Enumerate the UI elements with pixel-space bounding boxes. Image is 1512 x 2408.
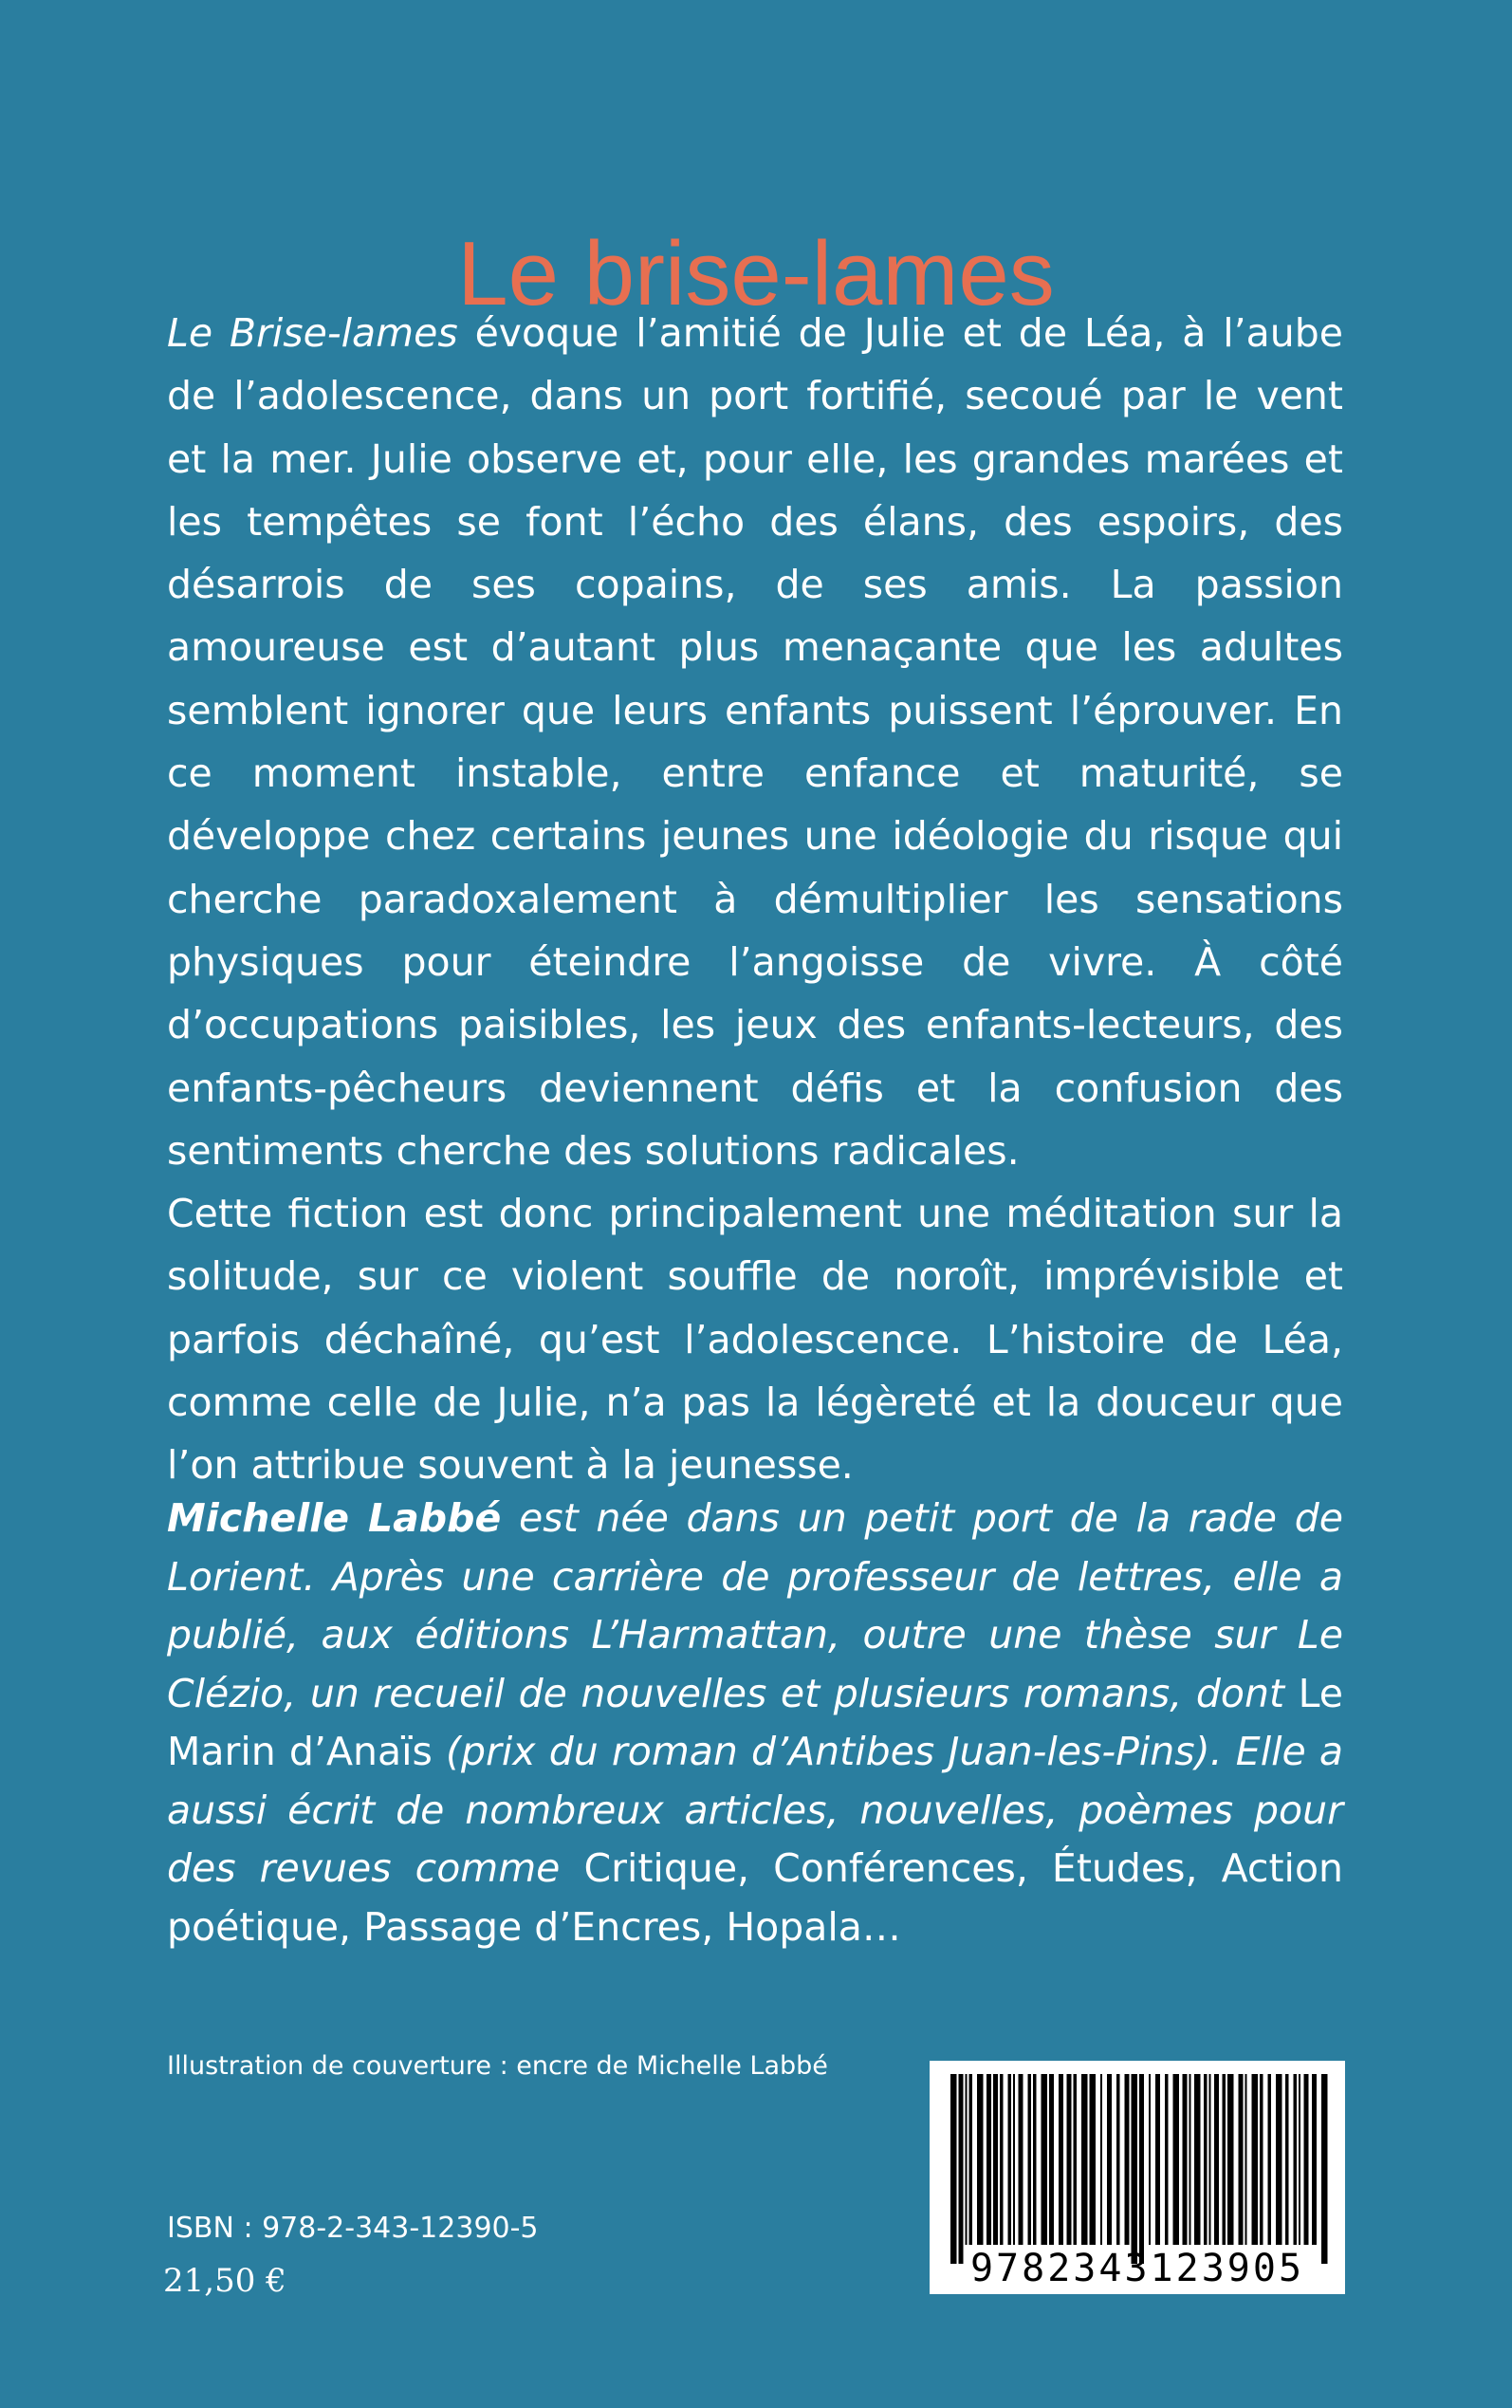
- author-name: Michelle Labbé: [167, 1495, 502, 1541]
- barcode-bar: [1074, 2074, 1078, 2245]
- barcode-bar: [950, 2074, 957, 2264]
- barcode-bar: [1321, 2074, 1328, 2264]
- blurb: [167, 302, 1343, 1497]
- barcode-bar: [986, 2074, 991, 2245]
- barcode-bar: [1100, 2074, 1102, 2245]
- barcode-bar: [1132, 2074, 1138, 2264]
- isbn: ISBN : 978-2-343-12390-5: [167, 2212, 539, 2245]
- barcode-bar: [1194, 2074, 1201, 2245]
- barcode-bar: [1285, 2074, 1289, 2245]
- barcode-bar: [1000, 2074, 1004, 2245]
- barcode-bar: [1116, 2074, 1120, 2245]
- barcode-bar: [1049, 2074, 1054, 2245]
- barcode-bar: [1067, 2074, 1072, 2245]
- barcode-bar: [1107, 2074, 1112, 2245]
- bio-book-title: Le Marin d’Anaïs: [167, 1670, 1343, 1774]
- barcode-bar: [1299, 2074, 1300, 2245]
- barcode-bar: [1276, 2074, 1282, 2245]
- barcode-bar: [966, 2074, 968, 2245]
- barcode-number: 9782343123905: [969, 2247, 1305, 2290]
- barcode-bar: [1252, 2074, 1259, 2245]
- barcode-bar: [1312, 2074, 1317, 2245]
- barcode-bar: [1214, 2074, 1219, 2245]
- blurb-paragraph-1: [167, 302, 1343, 1182]
- barcode-bar: [1139, 2074, 1144, 2264]
- barcode-bar: [993, 2074, 998, 2245]
- cover-credit: Illustration de couverture : encre de Michelle Labbé: [167, 2051, 828, 2081]
- barcode-bar: [977, 2074, 984, 2245]
- barcode: [930, 2061, 1345, 2294]
- bio-text-2: (prix du roman d’Antibes Juan-les-Pins). Elle a aussi écrit de nombreux articles, nouvelles, poèmes pour des revues comme: [167, 1729, 1343, 1891]
- blurb-title-italic: Le Brise-lames: [167, 310, 458, 356]
- barcode-bar: [1304, 2074, 1309, 2245]
- blurb-paragraph-1-text: évoque l’amitié de Julie et de Léa, à l’aube de l’adolescence, dans un port fortifié, secoué par le vent et la mer. Julie observe et, pour elle, les grandes marées et les tempêtes se font l’écho des élans, des espoirs, des désarrois de ses copains, de ses amis. La passion amoureuse est d’autant plus menaçante que les adultes semblent ignorer que leurs enfants puissent l’éprouver. En ce moment instable, entre enfance et maturité, se développe chez certains jeunes une idéologie du risque qui cherche paradoxalement à démultiplier les sensations physiques pour éteindre l’angoisse de vivre. À côté d’occupations paisibles, les jeux des enfants-lecteurs, des enfants-pêcheurs deviennent défis et la confusion des sentiments cherche des solutions radicales.: [167, 310, 1343, 1174]
- barcode-bar: [1239, 2074, 1244, 2245]
- barcode-bar: [1059, 2074, 1063, 2245]
- barcode-bar: [1019, 2074, 1023, 2245]
- barcode-bar: [1013, 2074, 1015, 2245]
- barcode-bar: [1125, 2074, 1130, 2245]
- barcode-bar: [959, 2074, 964, 2264]
- book-title: Le brise-lames: [457, 223, 1055, 325]
- barcode-bar: [1008, 2074, 1012, 2245]
- barcode-bar: [1028, 2074, 1032, 2245]
- barcode-bar: [1149, 2074, 1151, 2245]
- barcode-bar: [1189, 2074, 1191, 2245]
- barcode-graphic: [930, 2061, 1345, 2294]
- barcode-bar: [1294, 2074, 1298, 2245]
- barcode-bar: [1033, 2074, 1037, 2245]
- barcode-bar: [1227, 2074, 1234, 2245]
- barcode-bar: [1268, 2074, 1272, 2245]
- barcode-bar: [1223, 2074, 1226, 2245]
- blurb-paragraph-2: Cette fiction est donc principalement une méditation sur la solitude, sur ce violent souffle de noroît, imprévisible et parfois déchaîné, qu’est l’adolescence. L’histoire de Léa, comme celle de Julie, n’a pas la légèreté et la douceur que l’on attribue souvent à la jeunesse.: [167, 1191, 1343, 1489]
- bio-text-1: est née dans un petit port de la rade de Lorient. Après une carrière de professeur de lettres, elle a publié, aux éditions L’Harmattan, outre une thèse sur Le Clézio, un recueil de nouvelles et plusieurs romans, dont: [167, 1495, 1343, 1716]
- barcode-bars: [950, 2074, 1328, 2264]
- barcode-bar: [1260, 2074, 1263, 2245]
- barcode-bar: [1204, 2074, 1208, 2245]
- barcode-bar: [1081, 2074, 1088, 2245]
- barcode-bar: [1209, 2074, 1211, 2245]
- barcode-bar: [1090, 2074, 1097, 2245]
- bio-reviews: Critique, Conférences, Études, Action poétique, Passage d’Encres, Hopala…: [167, 1845, 1344, 1950]
- barcode-bar: [1245, 2074, 1247, 2245]
- author-bio: [167, 1490, 1343, 1956]
- barcode-bar: [969, 2074, 973, 2245]
- barcode-bar: [1165, 2074, 1169, 2245]
- barcode-bar: [1183, 2074, 1188, 2245]
- barcode-bar: [1155, 2074, 1160, 2245]
- barcode-bar: [1173, 2074, 1180, 2245]
- price: 21,50 €: [163, 2262, 286, 2300]
- barcode-bar: [1042, 2074, 1048, 2245]
